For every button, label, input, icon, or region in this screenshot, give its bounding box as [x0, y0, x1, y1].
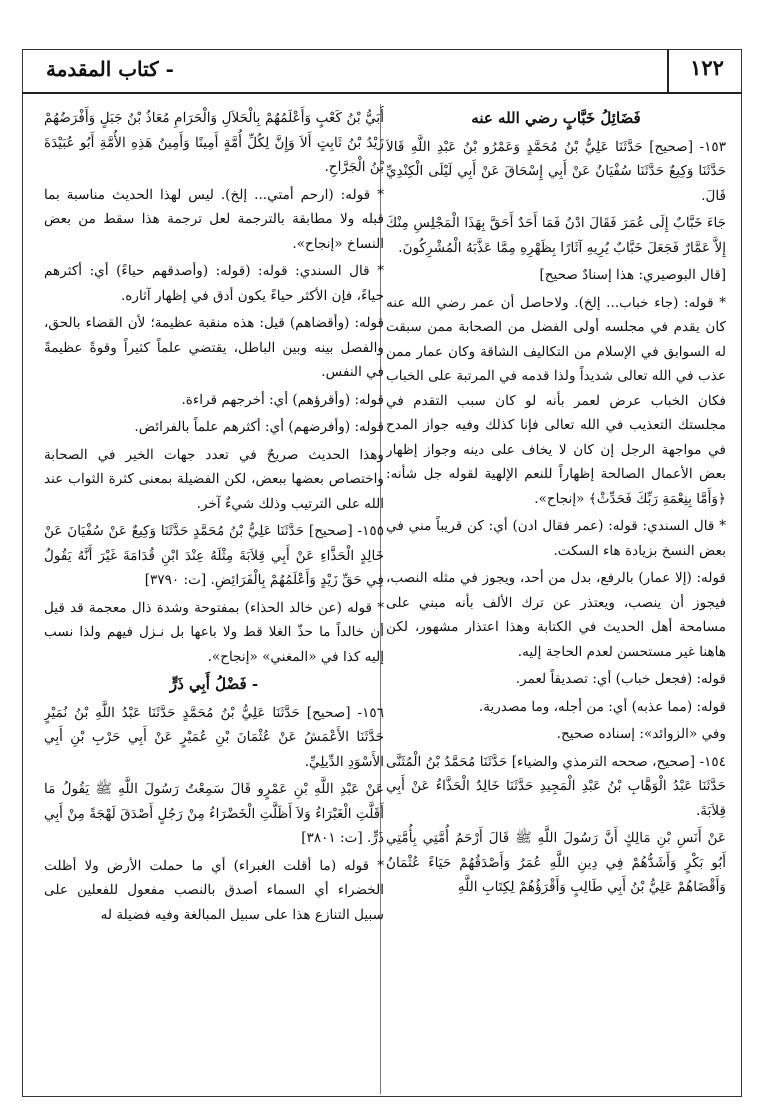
commentary-paragraph: * قال السندي: قوله: (قوله: (وأصدقهم حياءً) أي: أكثرهم حياءً، فإن الأكثر حياءً يكون أدق في إظهار آثاره. — [44, 263, 384, 304]
hadith-text: عَنْ عَبْدِ اللَّهِ بْنِ عَمْرٍو قَالَ سَمِعْتُ رَسُولَ اللَّهِ ﷺ يَقُولُ مَا أَقَلَّتِ الْغَبْرَاءُ وَلاَ أَظَلَّتِ الْخَضْرَاءُ مِنْ رَجُلٍ أَصْدَقَ لَهْجَةً مِنْ أَبِي ذَرٍّ. [ت: ٣٨٠١] — [44, 781, 384, 846]
right-column — [386, 106, 726, 1096]
left-column — [44, 106, 384, 1096]
commentary-paragraph: قوله: (وأقضاهم) قيل: هذه منقبة عظيمة؛ لأن القضاء بالحق، والفصل بينه وبين الباطل، يقتضي علماً كثيراً وقوةً عظيمةً في النفس. — [44, 315, 384, 380]
commentary-paragraph: قوله: (إلا عمار) بالرفع، بدل من أحد، ويجوز في مثله النصب، فيجوز أن ينصب، ويعتذر عن ترك الألف بأنه مبني على مسامحة أهل الحديث في الكتابة وهذا اعتذار مشهور، لكن هاهنا غير مستحسن لعدم الحاجة إليه. — [386, 570, 726, 660]
page-number: ١٢٢ — [690, 55, 724, 80]
hadith-chain: ١٥٤- [صحيح، صححه الترمذي والضياء] حَدَّثَنَا مُحَمَّدُ بْنُ الْمُثَنَّى حَدَّثَنَا عَبْدُ الْوَهَّابِ بْنُ عَبْدِ الْمَجِيدِ حَدَّثَنَا خَالِدٌ الْحَذَّاءُ عَنْ أَبِي قِلاَبَةَ. — [386, 753, 726, 819]
hadith-chain: ١٥٥- [صحيح] حَدَّثَنَا عَلِيُّ بْنُ مُحَمَّدٍ حَدَّثَنَا وَكِيعٌ عَنْ سُفْيَانَ عَنْ خَالِدٍ الْحَذَّاءِ عَنْ أَبِي قِلاَبَةَ مِثْلَهُ عِنْدَ ابْنِ قُدَامَةَ غَيْرَ أَنَّهُ يَقُولُ فِي حَقِّ زَيْدٍ وَأَعْلَمُهُمْ بِالْفَرَائِضِ. [ت: ٣٧٩٠] — [44, 523, 384, 588]
page-header — [22, 49, 742, 94]
hadith-text: عَنْ أَنَسِ بْنِ مَالِكٍ أَنَّ رَسُولَ اللَّهِ ﷺ قَالَ أَرْحَمُ أُمَّتِي بِأُمَّتِي أَبُو بَكْرٍ وَأَشَدُّهُمْ فِي دِينِ اللَّهِ عُمَرُ وَأَصْدَقُهُمْ حَيَاءً عُثْمَانُ وَأَقْضَاهُمْ عَلِيُّ بْنُ أَبِي طَالِبٍ وَأَقْرَؤُهُمْ لِكِتَابِ اللَّهِ — [386, 830, 726, 895]
book-title: - كتاب المقدمة — [46, 57, 174, 81]
commentary-paragraph: قوله: (وأقرؤهم) أي: أخرجهم قراءة. — [181, 391, 384, 408]
hadith-chain: ١٥٣- [صحيح] حَدَّثَنَا عَلِيُّ بْنُ مُحَمَّدٍ وَعَمْرُو بْنُ عَبْدِ اللَّهِ قَالاَ حَدَّثَنَا وَكِيعٌ حَدَّثَنَا سُفْيَانُ عَنْ أَبِي إِسْحَاقَ عَنْ أَبِي لَيْلَى الْكِنْدِيِّ قَالَ. — [386, 138, 726, 204]
commentary-paragraph: * قال السندي: قوله: (عمر فقال ادن) أي: كن قريباً مني في بعض النسخ بزيادة هاء السكت. — [386, 518, 726, 559]
commentary-paragraph: وفي «الزوائد»: إسناده صحيح. — [556, 726, 726, 742]
commentary-paragraph: قوله: (وأفرضهم) أي: أكثرهم علماً بالفرائض. — [134, 419, 384, 435]
grading-note: [قال البوصيري: هذا إسنادٌ صحيح] — [539, 267, 726, 283]
commentary-paragraph: قوله: (مما عذبه) أي: من أجله، وما مصدرية. — [478, 698, 726, 715]
hadith-chain: ١٥٦- [صحيح] حَدَّثَنَا عَلِيُّ بْنُ مُحَمَّدٍ حَدَّثَنَا عَبْدُ اللَّهِ بْنُ نُمَيْرٍ حَدَّثَنَا الأَعْمَشُ عَنْ عُثْمَانَ بْنِ عُمَيْرٍ عَنْ أَبِي حَرْبِ بْنِ أَبِي الأَسْوَدِ الدِّيلِيِّ. — [44, 704, 384, 770]
header-divider — [667, 49, 669, 92]
hadith-text: جَاءَ خَبَّابٌ إِلَى عُمَرَ فَقَالَ ادْنُ فَمَا أَحَدٌ أَحَقَّ بِهَذَا الْمَجْلِسِ مِنْكَ إِلاَّ عَمَّارٌ فَجَعَلَ خَبَّابٌ يُرِيهِ آثَارًا بِظَهْرِهِ مِمَّا عَذَّبَهُ الْمُشْرِكُونَ. — [386, 215, 726, 256]
commentary-paragraph: * قوله: (جاء خباب... إلخ). ولاحاصل أن عمر رضي الله عنه كان يقدم في مجلسه أولى الفضل من الصحابة ممن سبقت له السوابق في الإسلام من التكاليف الشاقة وكان عمار ممن عذب في الله تعالى شديداً ولذا قدمه في المرتبة على الخباب فكان الخباب عرض لعمر بأنه لو كان سبب التقدم في مجلستك التعذيب في الله تعالى فإنا كذلك وفيه جواز المدح في مواجهة الرجل إن كان لا يخاف على دينه وجواز إظهار بعض الأعمال الصالحة إظهاراً للنعم الإلهية لقوله جل شأنه: ﴿وَأَمَّا بِنِعْمَةِ رَبِّكَ فَحَدِّثْ﴾ «إنجاح». — [386, 294, 726, 507]
section-heading: فَضَائِلُ خَبَّابٍ رضي الله عنه — [471, 109, 641, 127]
commentary-paragraph: * قوله (ما أقلت الغبراء) أي ما حملت الأرض ولا أظلت الخضراء أي السماء أصدق بالنصب مفعول للفعلين على سبيل التنازع هذا على سبيل المبالغة وفيه فضيلة له — [44, 857, 384, 923]
commentary-paragraph: * قوله (عن خالد الحذاء) بمفتوحة وشدة ذال معجمة قد قيل أن خالداً ما حذّ الغلا قط ولا باعها بل نـزل فيهم ولذا نسب إليه كذا في «المغني» «إنجاح». — [44, 599, 384, 665]
commentary-paragraph: * قوله: (ارحم أمتي... إلخ). ليس لهذا الحديث مناسبة بما قبله ولا مطابقة بالترجمة لعل ترجمة هذا سقط من بعض النساخ «إنجاح». — [44, 186, 384, 252]
commentary-paragraph: قوله: (فجعل خباب) أي: تصديقاً لعمر. — [515, 671, 726, 687]
hadith-text: أُبَيُّ بْنُ كَعْبٍ وَأَعْلَمُهُمْ بِالْحَلاَلِ وَالْحَرَامِ مُعَاذُ بْنُ جَبَلٍ وَأَفْرَضُهُمْ زَيْدُ بْنُ ثَابِتٍ أَلاَ وَإِنَّ لِكُلِّ أُمَّةٍ أَمِينًا وَأَمِينُ هَذِهِ الأُمَّةِ أَبُو عُبَيْدَةَ بْنُ الْجَرَّاحِ. — [44, 110, 384, 175]
commentary-paragraph: وهذا الحديث صريحٌ في تعدد جهات الخير في الصحابة واختصاص بعضها ببعض، لكن الفضيلة بمعنى كثرة الثواب عند الله على الترتيب وذلك شيءٌ آخر. — [44, 446, 384, 512]
section-heading: - فَضْلُ أَبِي ذَرٍّ — [169, 675, 259, 693]
